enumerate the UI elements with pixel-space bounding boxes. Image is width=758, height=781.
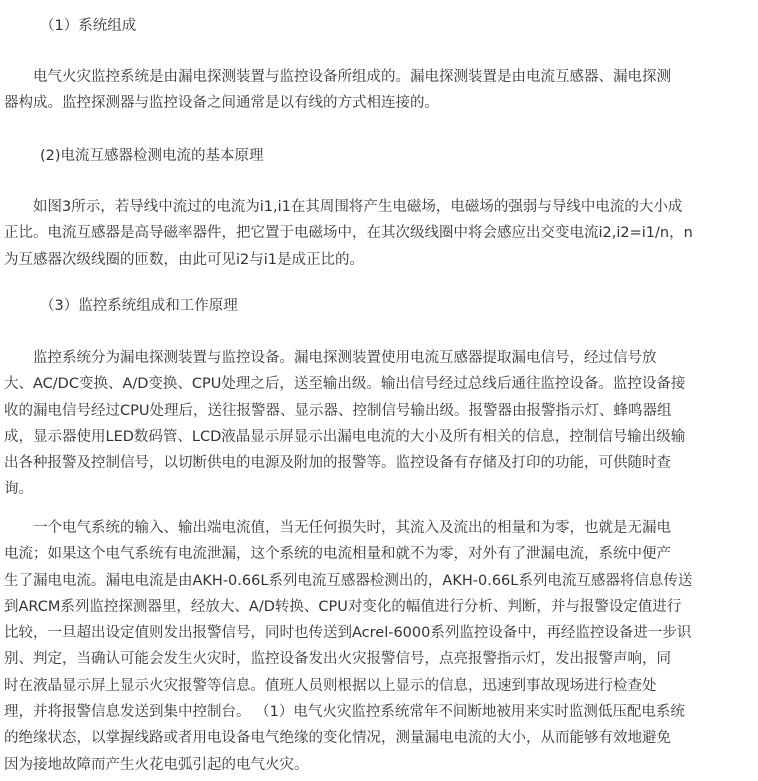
text-line: 正比。电流互感器是高导磁率器件，把它置于电磁场中，在其次级线圈中将会感应出交变电流i2,i2=i1/n，n [4,225,693,242]
paragraph-monitoring-system [4,345,754,503]
text-line: 询。 [4,481,33,498]
text-line: 一个电气系统的输入、输出端电流值，当无任何损失时，其流入及流出的相量和为零，也就是无漏电 [33,520,671,536]
text-line: 器构成。监控探测器与监控设备之间通常是以有线的方式相连接的。 [4,95,439,112]
paragraph-leakage-detection [4,515,754,778]
text-line: 电气火灾监控系统是由漏电探测装置与监控设备所组成的。漏电探测装置是由电流互感器、漏电探测 [33,69,671,85]
text-line: 出各种报警及控制信号，以切断供电的电源及附加的报警等。监控设备有存储及打印的功能，可供随时查 [4,455,671,472]
text-line: 为互感器次级线圈的匝数，由此可见i2与i1是成正比的。 [4,251,365,268]
paragraph-system-composition [4,64,754,117]
text-line: 大、AC/DC变换、A/D变换、CPU处理之后，送至输出级。输出信号经过总线后通往监控设备。监控设备接 [4,376,686,393]
text-line: 因为接地故障而产生火花电弧引起的电气火灾。 [4,756,309,773]
paragraph-ct-principle [4,194,754,273]
section-heading-ct-principle: (2)电流互感器检测电流的基本原理 [40,148,264,164]
text-line: 时在液晶显示屏上显示火灾报警等信息。值班人员则根据以上显示的信息，迅速到事故现场进行检查处 [4,677,657,694]
text-line: 生了漏电电流。漏电电流是由AKH-0.66L系列电流互感器检测出的，AKH-0.66L系列电流互感器将信息传送 [4,572,693,589]
text-line: 电流；如果这个电气系统有电流泄漏，这个系统的电流相量和就不为零，对外有了泄漏电流，系统中便产 [4,546,671,563]
text-line: 监控系统分为漏电探测装置与监控设备。漏电探测装置使用电流互感器提取漏电信号，经过信号放 [33,350,657,366]
text-line: 收的漏电信号经过CPU处理后，送往报警器、显示器、控制信号输出级。报警器由报警指示灯、蜂鸣器组 [4,402,672,419]
text-line: 比较，一旦超出设定值则发出报警信号，同时也传送到Acrel-6000系列监控设备中，再经监控设备进一步识 [4,625,692,642]
section-heading-system-composition: （1）系统组成 [40,18,137,34]
text-line: 成，显示器使用LED数码管、LCD液晶显示屏显示出漏电电流的大小及所有相关的信息，控制信号输出级输 [4,428,686,445]
text-line: 到ARCM系列监控探测器里，经放大、A/D转换、CPU对变化的幅值进行分析、判断，并与报警设定值进行 [4,598,682,615]
section-heading-monitoring-system: （3）监控系统组成和工作原理 [40,298,238,314]
text-line: 的绝缘状态，以掌握线路或者用电设备电气绝缘的变化情况，测量漏电电流的大小，从而能够有效地避免 [4,730,671,747]
text-line: 如图3所示，若导线中流过的电流为i1,i1在其周围将产生电磁场，电磁场的强弱与导线中电流的大小成 [33,199,683,215]
text-line: 理，并将报警信息发送到集中控制台。 （1）电气火灾监控系统常年不间断地被用来实时监测低压配电系统 [4,704,685,721]
text-line: 别、判定，当确认可能会发生火灾时，监控设备发出火灾报警信号，点亮报警指示灯，发出报警声响，同 [4,651,671,668]
